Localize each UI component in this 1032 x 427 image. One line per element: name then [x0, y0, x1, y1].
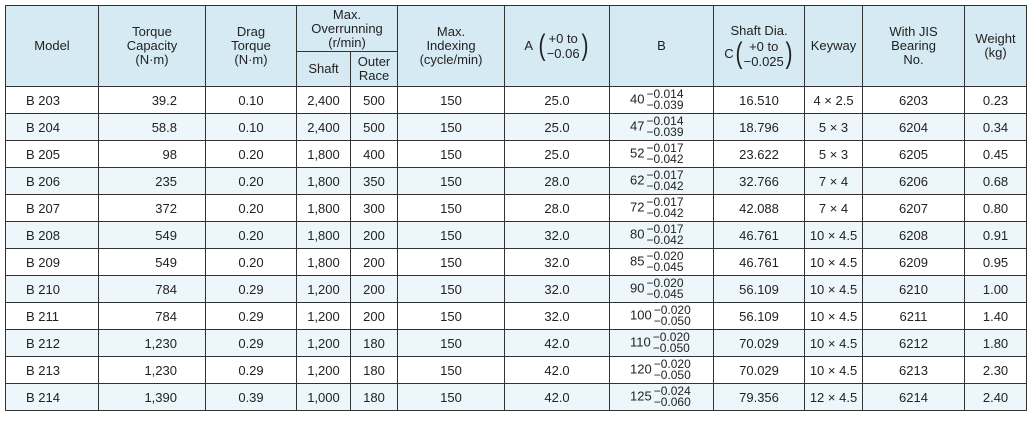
cell-b — [610, 330, 714, 357]
table-row — [6, 87, 1027, 114]
cell-torque-capacity: 372 — [99, 195, 206, 222]
cell-weight: 0.45 — [965, 141, 1027, 168]
cell-max-indexing: 150 — [398, 384, 505, 411]
spec-table — [5, 5, 1027, 411]
cell-model: B 211 — [6, 303, 99, 330]
table-row — [6, 303, 1027, 330]
cell-shaft-speed: 1,800 — [297, 222, 351, 249]
header-shaft: Shaft — [297, 52, 351, 87]
cell-bearing-no: 6205 — [863, 141, 965, 168]
cell-model: B 204 — [6, 114, 99, 141]
header-bearing-no: With JIS Bearing No. — [863, 6, 965, 87]
cell-b — [610, 141, 714, 168]
cell-max-indexing: 150 — [398, 114, 505, 141]
cell-torque-capacity: 549 — [99, 249, 206, 276]
spec-table-container — [5, 5, 1026, 411]
cell-outer-race-speed: 200 — [351, 276, 398, 303]
b-nominal: 100 — [630, 307, 652, 323]
header-max-overrunning: Max. Overrunning (r/min) — [297, 6, 398, 52]
cell-bearing-no: 6214 — [863, 384, 965, 411]
cell-model: B 207 — [6, 195, 99, 222]
cell-outer-race-speed: 200 — [351, 222, 398, 249]
cell-outer-race-speed: 300 — [351, 195, 398, 222]
cell-b — [610, 222, 714, 249]
cell-outer-race-speed: 180 — [351, 330, 398, 357]
header-outer-race: Outer Race — [351, 52, 398, 87]
cell-shaft-dia-c: 46.761 — [714, 249, 805, 276]
b-nominal: 85 — [630, 253, 645, 269]
cell-model: B 213 — [6, 357, 99, 384]
cell-shaft-speed: 1,200 — [297, 276, 351, 303]
cell-keyway: 4 × 2.5 — [805, 87, 863, 114]
cell-b — [610, 357, 714, 384]
table-row — [6, 141, 1027, 168]
cell-weight: 1.00 — [965, 276, 1027, 303]
b-nominal: 62 — [630, 172, 645, 188]
cell-torque-capacity: 98 — [99, 141, 206, 168]
cell-weight: 1.80 — [965, 330, 1027, 357]
cell-max-indexing: 150 — [398, 195, 505, 222]
cell-model: B 209 — [6, 249, 99, 276]
b-nominal: 72 — [630, 199, 645, 215]
cell-bearing-no: 6210 — [863, 276, 965, 303]
cell-bearing-no: 6208 — [863, 222, 965, 249]
b-tolerance — [654, 359, 691, 381]
cell-shaft-speed: 1,000 — [297, 384, 351, 411]
table-body — [6, 87, 1027, 411]
b-tolerance — [654, 386, 691, 408]
cell-outer-race-speed: 500 — [351, 87, 398, 114]
cell-b — [610, 87, 714, 114]
cell-torque-capacity: 784 — [99, 276, 206, 303]
cell-weight: 0.95 — [965, 249, 1027, 276]
cell-a: 28.0 — [505, 168, 610, 195]
header-model: Model — [6, 6, 99, 87]
cell-keyway: 10 × 4.5 — [805, 222, 863, 249]
cell-model: B 206 — [6, 168, 99, 195]
cell-torque-capacity: 58.8 — [99, 114, 206, 141]
cell-shaft-dia-c: 32.766 — [714, 168, 805, 195]
cell-shaft-speed: 1,800 — [297, 141, 351, 168]
b-nominal: 120 — [630, 361, 652, 377]
cell-drag-torque: 0.39 — [206, 384, 297, 411]
cell-a: 25.0 — [505, 114, 610, 141]
b-tolerance-lower: −0.050 — [652, 341, 690, 355]
cell-keyway: 7 × 4 — [805, 168, 863, 195]
b-tolerance — [646, 143, 683, 165]
cell-drag-torque: 0.29 — [206, 276, 297, 303]
cell-drag-torque: 0.20 — [206, 222, 297, 249]
cell-b — [610, 276, 714, 303]
cell-a: 28.0 — [505, 195, 610, 222]
cell-keyway: 7 × 4 — [805, 195, 863, 222]
table-row — [6, 168, 1027, 195]
cell-bearing-no: 6204 — [863, 114, 965, 141]
b-tolerance-upper: −0.020 — [653, 303, 691, 317]
cell-keyway: 10 × 4.5 — [805, 357, 863, 384]
cell-shaft-dia-c: 18.796 — [714, 114, 805, 141]
cell-weight: 0.68 — [965, 168, 1027, 195]
table-row — [6, 222, 1027, 249]
table-row — [6, 384, 1027, 411]
cell-shaft-speed: 1,800 — [297, 249, 351, 276]
header-b: B — [610, 6, 714, 87]
b-tolerance-upper: −0.020 — [653, 357, 691, 371]
b-tolerance-lower: −0.042 — [646, 179, 684, 193]
cell-shaft-dia-c: 56.109 — [714, 276, 805, 303]
b-nominal: 80 — [630, 226, 645, 242]
b-tolerance — [646, 89, 683, 111]
cell-bearing-no: 6206 — [863, 168, 965, 195]
b-tolerance-lower: −0.050 — [653, 368, 691, 382]
b-tolerance-upper: −0.017 — [646, 195, 684, 209]
cell-torque-capacity: 549 — [99, 222, 206, 249]
cell-drag-torque: 0.10 — [206, 114, 297, 141]
cell-bearing-no: 6207 — [863, 195, 965, 222]
cell-drag-torque: 0.29 — [206, 330, 297, 357]
b-tolerance — [653, 332, 690, 354]
cell-keyway: 5 × 3 — [805, 141, 863, 168]
cell-shaft-speed: 1,200 — [297, 303, 351, 330]
cell-outer-race-speed: 180 — [351, 357, 398, 384]
cell-shaft-dia-c: 46.761 — [714, 222, 805, 249]
cell-a: 42.0 — [505, 384, 610, 411]
header-shaft-dia-c: Shaft Dia. C ( +0 to −0.025 ) — [714, 6, 805, 87]
b-tolerance-upper: −0.020 — [646, 249, 684, 263]
cell-shaft-dia-c: 23.622 — [714, 141, 805, 168]
cell-shaft-speed: 2,400 — [297, 114, 351, 141]
b-nominal: 52 — [630, 145, 645, 161]
header-a: A ( +0 to −0.06 ) — [505, 6, 610, 87]
table-row — [6, 114, 1027, 141]
b-tolerance — [646, 197, 683, 219]
b-tolerance-upper: −0.020 — [646, 276, 684, 290]
table-row — [6, 357, 1027, 384]
cell-shaft-dia-c: 70.029 — [714, 357, 805, 384]
b-tolerance-upper: −0.017 — [646, 222, 684, 236]
cell-outer-race-speed: 200 — [351, 303, 398, 330]
cell-torque-capacity: 235 — [99, 168, 206, 195]
b-nominal: 47 — [630, 118, 645, 134]
cell-shaft-dia-c: 42.088 — [714, 195, 805, 222]
table-row — [6, 330, 1027, 357]
cell-a: 25.0 — [505, 87, 610, 114]
b-tolerance-lower: −0.060 — [653, 395, 691, 409]
cell-max-indexing: 150 — [398, 87, 505, 114]
cell-model: B 212 — [6, 330, 99, 357]
cell-max-indexing: 150 — [398, 303, 505, 330]
cell-keyway: 10 × 4.5 — [805, 249, 863, 276]
table-row — [6, 249, 1027, 276]
cell-b — [610, 249, 714, 276]
cell-torque-capacity: 1,230 — [99, 357, 206, 384]
b-tolerance — [654, 305, 691, 327]
cell-weight: 0.80 — [965, 195, 1027, 222]
b-tolerance-lower: −0.045 — [646, 260, 684, 274]
cell-shaft-speed: 1,800 — [297, 195, 351, 222]
cell-drag-torque: 0.20 — [206, 249, 297, 276]
cell-b — [610, 384, 714, 411]
cell-drag-torque: 0.20 — [206, 141, 297, 168]
cell-a: 32.0 — [505, 276, 610, 303]
cell-keyway: 10 × 4.5 — [805, 303, 863, 330]
cell-b — [610, 303, 714, 330]
cell-torque-capacity: 784 — [99, 303, 206, 330]
b-tolerance-upper: −0.020 — [652, 330, 690, 344]
cell-a: 32.0 — [505, 222, 610, 249]
b-nominal: 40 — [630, 91, 645, 107]
b-tolerance-lower: −0.042 — [646, 152, 684, 166]
cell-model: B 205 — [6, 141, 99, 168]
cell-bearing-no: 6203 — [863, 87, 965, 114]
b-tolerance-upper: −0.014 — [646, 114, 684, 128]
cell-weight: 1.40 — [965, 303, 1027, 330]
cell-model: B 214 — [6, 384, 99, 411]
b-tolerance-upper: −0.017 — [646, 168, 684, 182]
b-tolerance-upper: −0.014 — [646, 87, 684, 101]
b-tolerance-lower: −0.039 — [646, 125, 684, 139]
b-nominal: 110 — [630, 334, 651, 350]
cell-drag-torque: 0.29 — [206, 357, 297, 384]
cell-b — [610, 195, 714, 222]
cell-outer-race-speed: 400 — [351, 141, 398, 168]
cell-shaft-dia-c: 79.356 — [714, 384, 805, 411]
b-tolerance-lower: −0.042 — [646, 233, 684, 247]
cell-model: B 210 — [6, 276, 99, 303]
cell-max-indexing: 150 — [398, 357, 505, 384]
b-tolerance-lower: −0.039 — [646, 98, 684, 112]
cell-a: 42.0 — [505, 357, 610, 384]
cell-torque-capacity: 39.2 — [99, 87, 206, 114]
cell-model: B 208 — [6, 222, 99, 249]
b-tolerance — [646, 170, 683, 192]
cell-drag-torque: 0.29 — [206, 303, 297, 330]
cell-keyway: 12 × 4.5 — [805, 384, 863, 411]
cell-shaft-speed: 1,200 — [297, 357, 351, 384]
cell-model: B 203 — [6, 87, 99, 114]
cell-a: 32.0 — [505, 303, 610, 330]
cell-max-indexing: 150 — [398, 330, 505, 357]
cell-max-indexing: 150 — [398, 141, 505, 168]
b-tolerance-lower: −0.042 — [646, 206, 684, 220]
header-weight: Weight (kg) — [965, 6, 1027, 87]
cell-torque-capacity: 1,230 — [99, 330, 206, 357]
cell-weight: 2.40 — [965, 384, 1027, 411]
cell-keyway: 10 × 4.5 — [805, 330, 863, 357]
b-tolerance-lower: −0.045 — [646, 287, 684, 301]
table-row — [6, 195, 1027, 222]
cell-a: 32.0 — [505, 249, 610, 276]
header-max-indexing: Max. Indexing (cycle/min) — [398, 6, 505, 87]
b-tolerance — [646, 116, 683, 138]
cell-shaft-speed: 1,800 — [297, 168, 351, 195]
b-tolerance-upper: −0.017 — [646, 141, 684, 155]
b-tolerance-lower: −0.050 — [653, 314, 691, 328]
cell-max-indexing: 150 — [398, 276, 505, 303]
cell-max-indexing: 150 — [398, 249, 505, 276]
b-nominal: 90 — [630, 280, 645, 296]
cell-outer-race-speed: 200 — [351, 249, 398, 276]
cell-bearing-no: 6213 — [863, 357, 965, 384]
cell-outer-race-speed: 350 — [351, 168, 398, 195]
cell-bearing-no: 6209 — [863, 249, 965, 276]
header-keyway: Keyway — [805, 6, 863, 87]
cell-torque-capacity: 1,390 — [99, 384, 206, 411]
cell-bearing-no: 6212 — [863, 330, 965, 357]
cell-shaft-speed: 2,400 — [297, 87, 351, 114]
cell-bearing-no: 6211 — [863, 303, 965, 330]
cell-outer-race-speed: 500 — [351, 114, 398, 141]
b-tolerance-upper: −0.024 — [653, 384, 691, 398]
cell-outer-race-speed: 180 — [351, 384, 398, 411]
cell-b — [610, 168, 714, 195]
b-tolerance — [646, 224, 683, 246]
cell-shaft-dia-c: 56.109 — [714, 303, 805, 330]
header-torque-capacity: Torque Capacity (N·m) — [99, 6, 206, 87]
cell-a: 25.0 — [505, 141, 610, 168]
b-tolerance — [646, 251, 683, 273]
table-row — [6, 276, 1027, 303]
cell-weight: 0.34 — [965, 114, 1027, 141]
cell-drag-torque: 0.20 — [206, 195, 297, 222]
cell-weight: 2.30 — [965, 357, 1027, 384]
cell-shaft-dia-c: 70.029 — [714, 330, 805, 357]
b-nominal: 125 — [630, 388, 652, 404]
cell-shaft-speed: 1,200 — [297, 330, 351, 357]
cell-keyway: 10 × 4.5 — [805, 276, 863, 303]
cell-max-indexing: 150 — [398, 222, 505, 249]
cell-drag-torque: 0.20 — [206, 168, 297, 195]
cell-drag-torque: 0.10 — [206, 87, 297, 114]
b-tolerance — [646, 278, 683, 300]
cell-weight: 0.23 — [965, 87, 1027, 114]
cell-max-indexing: 150 — [398, 168, 505, 195]
cell-keyway: 5 × 3 — [805, 114, 863, 141]
cell-shaft-dia-c: 16.510 — [714, 87, 805, 114]
cell-a: 42.0 — [505, 330, 610, 357]
header-drag-torque: Drag Torque (N·m) — [206, 6, 297, 87]
cell-b — [610, 114, 714, 141]
cell-weight: 0.91 — [965, 222, 1027, 249]
